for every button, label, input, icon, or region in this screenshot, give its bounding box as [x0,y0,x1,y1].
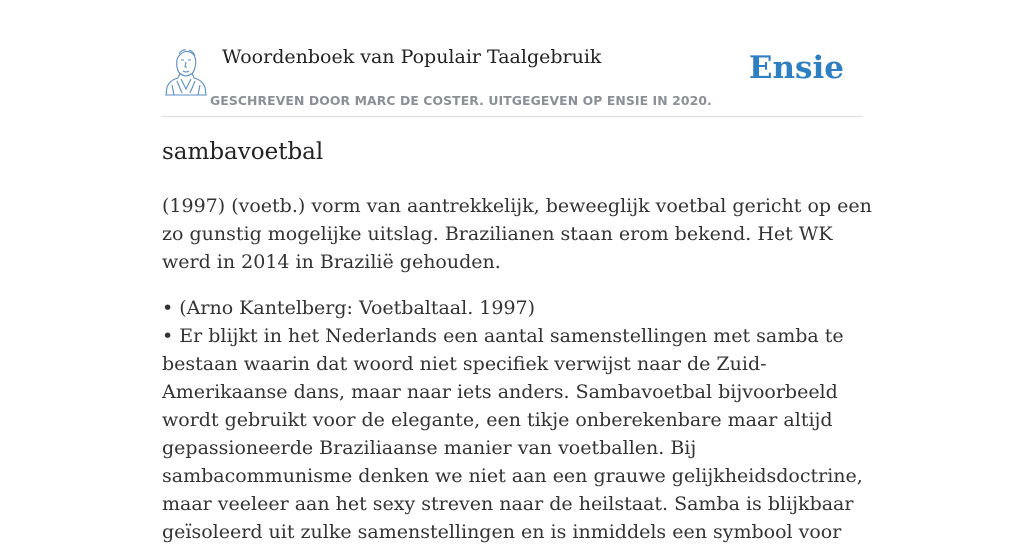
entry-note: • (Arno Kantelberg: Voetbaltaal. 1997) [162,297,536,319]
ensie-logo[interactable]: Ensie [748,50,844,86]
author-byline: GESCHREVEN DOOR MARC DE COSTER. UITGEGEVEN OP ENSIE IN 2020. [210,93,712,108]
entry-note: • Er blijkt in het Nederlands een aantal samenstellingen met samba te bestaan waarin dat woord niet specifiek verwijst naar de Zuid-Amerikaanse dans, maar naar iets anders. Sambavoetbal bijvoorbeeld wordt gebruikt voor de elegante, een tikje onberekenbare maar altijd gepassioneerde Braziliaanse manier van voetballen. Bij sambacommunisme denken we niet aan een grauwe gelijkheidsdoctrine, maar veeleer aan het sexy streven naar de heilstaat. Samba is blijkbaar geïsoleerd uit zulke samenstellingen en is inmiddels een symbool voor [162,325,863,543]
entry-definition: (1997) (voetb.) vorm van aantrekkelijk, beweeglijk voetbal gericht op een zo gunstig mogelijke uitslag. Brazilianen staan erom bekend. Het WK werd in 2014 in Brazilië gehouden. [162,195,872,273]
entry-body [162,192,882,546]
author-portrait-icon [162,45,210,97]
entry-term: sambavoetbal [162,139,324,165]
book-title[interactable]: Woordenboek van Populair Taalgebruik [222,46,602,68]
page-header [162,40,862,117]
